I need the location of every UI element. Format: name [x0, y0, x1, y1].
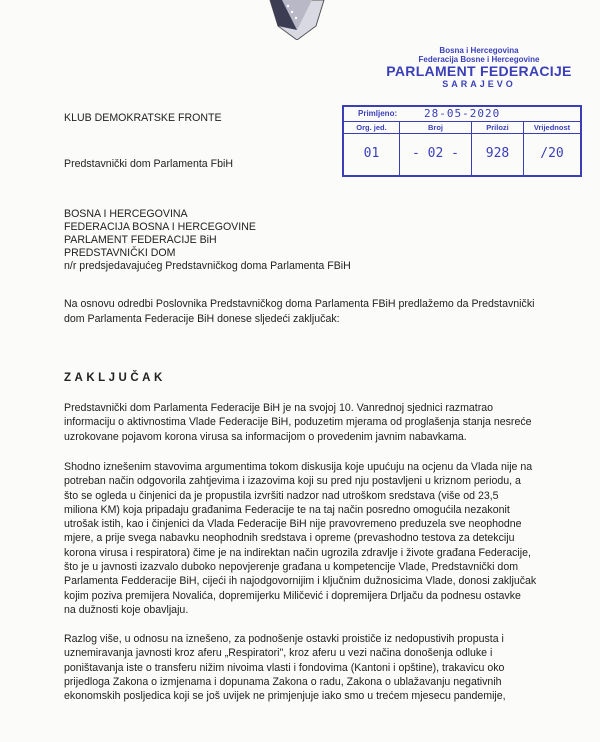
text-line: prijedloga Zakona o izmjenama i dopunama Zakona o radu, Zakona o ublažavanju negativnih — [64, 675, 502, 688]
stamp-city: SARAJEVO — [442, 79, 516, 89]
intro-paragraph — [64, 297, 564, 326]
stamp-val-value: /20 — [524, 133, 580, 175]
paragraph-3 — [64, 632, 554, 703]
text-line: Parlamenta Fedderacije BiH, cijeći ih najodgovornijim i ključnim dužnosicima Vlade, donosi zaključak — [64, 575, 537, 588]
text-line: uznemiravanja javnosti kroz aferu „Respiratori", kroz aferu u vezi načina donošenja odluke i — [64, 647, 493, 660]
stamp-val-number: - 02 - — [400, 133, 472, 175]
paragraph-1 — [64, 401, 554, 444]
stamp-val-attachments: 928 — [472, 133, 524, 175]
sender-club: KLUB DEMOKRATSKE FRONTE — [64, 112, 222, 124]
address-line: n/r predsjedavajućeg Predstavničkog doma Parlamenta FBiH — [64, 260, 351, 272]
text-line: što se ogleda u činjenici da je propustila izvršiti nadzor nad utroškom sredstava (više od 23,5 — [64, 489, 499, 502]
address-line: FEDERACIJA BOSNA I HERCEGOVINE — [64, 221, 256, 233]
text-line: utrošak istih, kao i činjenici da Vlada Federacije BiH nije pravovremeno preduzela sve neophodne — [64, 518, 522, 531]
text-line: dom Parlamenta Federacije BiH donese sljedeći zaključak: — [64, 312, 340, 325]
text-line: Shodno iznešenim stavovima argumentima tokom diskusija koje upućuju na ocjenu da Vlada nije na — [64, 461, 533, 473]
text-line: mjere, a prije svega nabavku neophodnih sredstava i opreme (prevashodno testova za detekciju — [64, 532, 515, 545]
stamp-received-date: 28-05-2020 — [424, 107, 501, 120]
conclusion-heading: ZAKLJUČAK — [64, 372, 166, 384]
text-line: što je u javnosti izazvalo duboko nepovjerenje građana u kompetencije Vlade, Predstavnički dom — [64, 561, 519, 574]
text-line: uzrokovane pojavom korona virusa sa informacijom o provedenim javnim nabavkama. — [64, 430, 467, 443]
stamp-title: PARLAMENT FEDERACIJE — [386, 63, 572, 79]
address-line: BOSNA I HERCEGOVINA — [64, 208, 188, 220]
address-block — [64, 208, 351, 273]
stamp-federation: Federacija Bosne i Hercegovine — [418, 55, 540, 64]
stamp-col-value: Vrijednost — [524, 121, 580, 133]
text-line: korona virusa i respiratora) čime je na indirektan način ugrozila zdravlje i živote građana Federacije, — [64, 546, 531, 559]
text-line: Razlog više, u odnosu na iznešeno, za podnošenje ostavki proističe iz nedopustivih propusta i — [64, 633, 504, 645]
stamp-country: Bosna i Hercegovina — [439, 46, 519, 55]
stamp-received-label: Primljeno: — [358, 109, 398, 118]
address-line: PARLAMENT FEDERACIJE BiH — [64, 234, 217, 246]
stamp-col-number: Broj — [400, 121, 472, 133]
text-line: kojim poziva premijera Novalića, dopremijerku Miličević i dopremijera Drljaču da podnesu ostavke — [64, 589, 521, 602]
text-line: na dužnosti koje obavljaju. — [64, 603, 189, 616]
address-line: PREDSTAVNIČKI DOM — [64, 247, 176, 259]
parliament-stamp-heading — [372, 46, 586, 90]
text-line: potreban način odgovorila zahtjevima i izazovima koji su pred nju postavljeni u kriznom periodu, a — [64, 475, 521, 488]
text-line: miliona KM) koja pripadaju građanima Federacije te na taj način posredno omogućila nezakonit — [64, 503, 510, 516]
text-line: Na osnovu odredbi Poslovnika Predstavničkog doma Parlamenta FBiH predlažemo da Predstavnički — [64, 298, 535, 310]
stamp-col-org: Org. jed. — [344, 121, 400, 133]
text-line: informaciju o aktivnostima Vlade Federacije BiH, poduzetim mjerama od proglašenja stanja nesreće — [64, 416, 532, 429]
paragraph-2 — [64, 460, 554, 617]
received-stamp — [342, 105, 582, 177]
stamp-grid — [344, 121, 580, 175]
coat-of-arms-logo — [262, 0, 332, 40]
text-line: poništavanja iste o transferu nižim nivoima vlasti i fondovima (Kantoni i opštine), trakavicu oko — [64, 661, 505, 674]
text-line: ekonomskih posljedica koji se još uvijek ne primjenjuje iako smo u trećem mjesecu pandemije, — [64, 690, 506, 703]
recipient-line: Predstavnički dom Parlamenta FbiH — [64, 158, 233, 170]
stamp-val-org: 01 — [344, 133, 400, 175]
text-line: Predstavnički dom Parlamenta Federacije BiH je na svojoj 10. Vanrednoj sjednici razmatrao — [64, 402, 494, 414]
stamp-col-attachments: Prilozi — [472, 121, 524, 133]
